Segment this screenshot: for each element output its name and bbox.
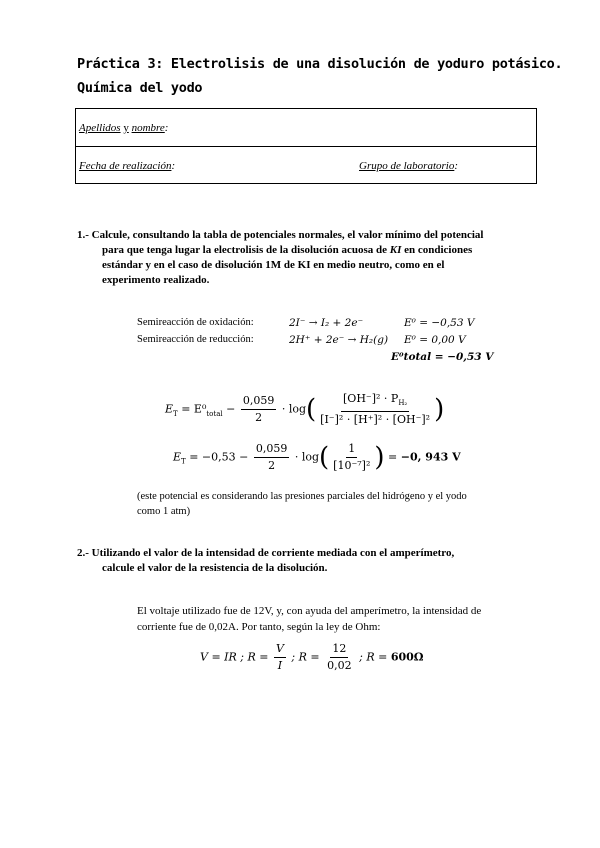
question-1: 1.- Calcule, consultando la tabla de potenciales normales, el valor mínimo del potencial para que tenga lugar la electrolisis de la disolución acuosa de KI en condiciones estándar y en el caso de disolución 1M de KI en medio neutro, como en el experimento realizado. bbox=[77, 229, 484, 286]
total-potential: E⁰total = −0,53 V bbox=[391, 351, 494, 363]
coefficient-fraction: $\frac{0,059}{2}$ bbox=[242, 394, 275, 425]
oxidation-equation: 2I⁻ → I₂ + 2e⁻ bbox=[289, 317, 364, 329]
potential-result: −0, 943 V bbox=[400, 450, 461, 464]
page-title bbox=[77, 52, 562, 100]
nernst-equation-numeric: $E_T = -0,53$ − $\frac{0,059}{2}$ · log( $\frac{1}{\text{[10⁻⁷]²}}$ ) = −0, 943 V bbox=[173, 442, 461, 473]
reduction-label: Semireacción de reducción: bbox=[137, 334, 254, 345]
title-line-1: Práctica 3: Electrolisis de una disolución de yoduro potásico. bbox=[77, 56, 563, 72]
pressure-note: (este potencial es considerando las presiones parciales del hidrógeno y el yodo como 1 atm) bbox=[137, 491, 467, 517]
oxidation-label: Semireacción de oxidación: bbox=[137, 317, 254, 328]
date-field[interactable]: Fecha de realización: bbox=[79, 160, 176, 172]
name-label: Apellidos y nombre: bbox=[79, 122, 169, 134]
student-info-form bbox=[75, 108, 537, 184]
lab-group-field[interactable]: Grupo de laboratorio: bbox=[359, 160, 459, 172]
title-line-2: Química del yodo bbox=[77, 80, 203, 96]
resistance-result: 600Ω bbox=[390, 650, 424, 664]
oxidation-potential: E⁰ = −0,53 V bbox=[404, 317, 475, 329]
ohm-law-equation: V = IR ; R = $\frac{V}{I}$ ; R = $\frac{12}{0,02}$ ; R = 600Ω bbox=[200, 642, 424, 672]
nernst-equation-general: $E_T = E^0_{total}$ − $\frac{0,059}{2}$ · log( $\frac{[OH^-]^2 \cdot P_{H_2}}{\text{[I⁻]² · [H⁺]² · [OH⁻]²}}$ ) bbox=[165, 392, 445, 427]
reduction-potential: E⁰ = 0,00 V bbox=[404, 334, 466, 346]
question-2: 2.- Utilizando el valor de la intensidad de corriente mediada con el amperímetro, calcule el valor de la resistencia de la disolución. bbox=[77, 547, 455, 574]
answer-2-text: El voltaje utilizado fue de 12V, y, con ayuda del amperímetro, la intensidad de corriente fue de 0,02A. Por tanto, según la ley de Ohm: bbox=[137, 605, 482, 633]
concentration-fraction: $\frac{[OH^-]^2 \cdot P_{H_2}}{\text{[I⁻]² · [H⁺]² · [OH⁻]²}}$ bbox=[320, 392, 431, 427]
reduction-equation: 2H⁺ + 2e⁻ → H₂(g) bbox=[289, 334, 389, 346]
date-group-row bbox=[76, 147, 536, 184]
name-row[interactable] bbox=[76, 109, 536, 147]
